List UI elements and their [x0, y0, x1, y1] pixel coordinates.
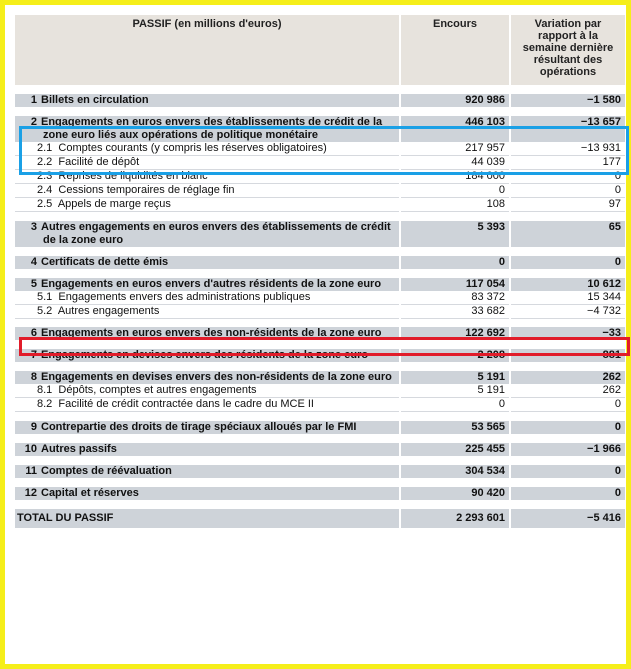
row-encours: 304 534: [400, 465, 510, 478]
total-row: [15, 509, 625, 528]
row-label: 4 Certificats de dette émis: [15, 256, 400, 269]
row-label: 1 Billets en circulation: [15, 94, 400, 107]
row-encours: 33 682: [400, 304, 510, 318]
table-row: [15, 221, 625, 247]
table-row: [15, 256, 625, 269]
row-variation: −1 580: [510, 94, 625, 107]
table-row: [15, 443, 625, 456]
row-encours: 5 191: [400, 371, 510, 384]
table-row: [15, 184, 625, 198]
row-label: 2.3 Reprises de liquidités en blanc: [15, 170, 400, 184]
row-encours: 117 054: [400, 278, 510, 291]
row-variation: 881: [510, 349, 625, 362]
row-encours: 0: [400, 398, 510, 412]
row-label: 6 Engagements en euros envers des non-résidents de la zone euro: [15, 327, 400, 340]
row-variation: 0: [510, 256, 625, 269]
row-variation: −13 931: [510, 142, 625, 156]
row-variation: −1 966: [510, 443, 625, 456]
row-encours: 446 103: [400, 116, 510, 142]
row-variation: 65: [510, 221, 625, 247]
row-variation: 262: [510, 371, 625, 384]
row-encours: 0: [400, 184, 510, 198]
row-variation: 177: [510, 156, 625, 170]
row-variation: −33: [510, 327, 625, 340]
table-row: [15, 291, 625, 305]
total-label: TOTAL DU PASSIF: [15, 509, 400, 528]
header-label: PASSIF (en millions d'euros): [15, 15, 400, 85]
row-variation: 0: [510, 170, 625, 184]
row-label: 8.2 Facilité de crédit contractée dans le cadre du MCE II: [15, 398, 400, 412]
passif-table: [15, 15, 625, 528]
row-variation: 0: [510, 398, 625, 412]
row-label: 8.1 Dépôts, comptes et autres engagements: [15, 384, 400, 398]
row-label: 2 Engagements en euros envers des établissements de crédit de la zone euro liés aux opérations de politique monétaire: [15, 116, 400, 142]
table-row: [15, 384, 625, 398]
row-encours: 44 039: [400, 156, 510, 170]
row-variation: 0: [510, 487, 625, 500]
row-label: 2.4 Cessions temporaires de réglage fin: [15, 184, 400, 198]
row-variation: 0: [510, 465, 625, 478]
total-variation: −5 416: [510, 509, 625, 528]
table-row: [15, 487, 625, 500]
table-row: [15, 398, 625, 412]
row-encours: 83 372: [400, 291, 510, 305]
row-encours: 5 393: [400, 221, 510, 247]
row-variation: 10 612: [510, 278, 625, 291]
row-variation: 97: [510, 198, 625, 212]
table-row: [15, 371, 625, 384]
row-label: 8 Engagements en devises envers des non-résidents de la zone euro: [15, 371, 400, 384]
row-encours: 920 986: [400, 94, 510, 107]
table-row: [15, 421, 625, 434]
row-variation: −13 657: [510, 116, 625, 142]
row-encours: 108: [400, 198, 510, 212]
row-label: 2.2 Facilité de dépôt: [15, 156, 400, 170]
row-label: 5 Engagements en euros envers d'autres résidents de la zone euro: [15, 278, 400, 291]
row-label: 12 Capital et réserves: [15, 487, 400, 500]
header-encours: Encours: [400, 15, 510, 85]
table-row: [15, 170, 625, 184]
row-label: 11 Comptes de réévaluation: [15, 465, 400, 478]
table-row: [15, 198, 625, 212]
table-row: [15, 465, 625, 478]
row-variation: 0: [510, 421, 625, 434]
row-variation: 262: [510, 384, 625, 398]
row-encours: 0: [400, 256, 510, 269]
row-variation: 15 344: [510, 291, 625, 305]
row-encours: 122 692: [400, 327, 510, 340]
table-row: [15, 94, 625, 107]
row-variation: 0: [510, 184, 625, 198]
row-encours: 53 565: [400, 421, 510, 434]
row-label: 3 Autres engagements en euros envers des établissements de crédit de la zone euro: [15, 221, 400, 247]
table-row: [15, 156, 625, 170]
row-encours: 217 957: [400, 142, 510, 156]
row-encours: 5 191: [400, 384, 510, 398]
table-row: [15, 349, 625, 362]
row-label: 5.2 Autres engagements: [15, 304, 400, 318]
row-label: 10 Autres passifs: [15, 443, 400, 456]
row-encours: 184 000: [400, 170, 510, 184]
row-encours: 2 208: [400, 349, 510, 362]
table-row: [15, 116, 625, 142]
row-label: 7 Engagements en devises envers des résidents de la zone euro: [15, 349, 400, 362]
row-label: 2.1 Comptes courants (y compris les réserves obligatoires): [15, 142, 400, 156]
table-header-row: [15, 15, 625, 85]
table-row: [15, 142, 625, 156]
table-row: [15, 278, 625, 291]
passif-table-container: [15, 15, 625, 528]
total-encours: 2 293 601: [400, 509, 510, 528]
table-row: [15, 327, 625, 340]
row-label: 5.1 Engagements envers des administrations publiques: [15, 291, 400, 305]
row-encours: 225 455: [400, 443, 510, 456]
row-variation: −4 732: [510, 304, 625, 318]
table-row: [15, 304, 625, 318]
row-label: 2.5 Appels de marge reçus: [15, 198, 400, 212]
header-variation: Variation par rapport à la semaine dernière résultant des opérations: [510, 15, 625, 85]
row-encours: 90 420: [400, 487, 510, 500]
row-label: 9 Contrepartie des droits de tirage spéciaux alloués par le FMI: [15, 421, 400, 434]
